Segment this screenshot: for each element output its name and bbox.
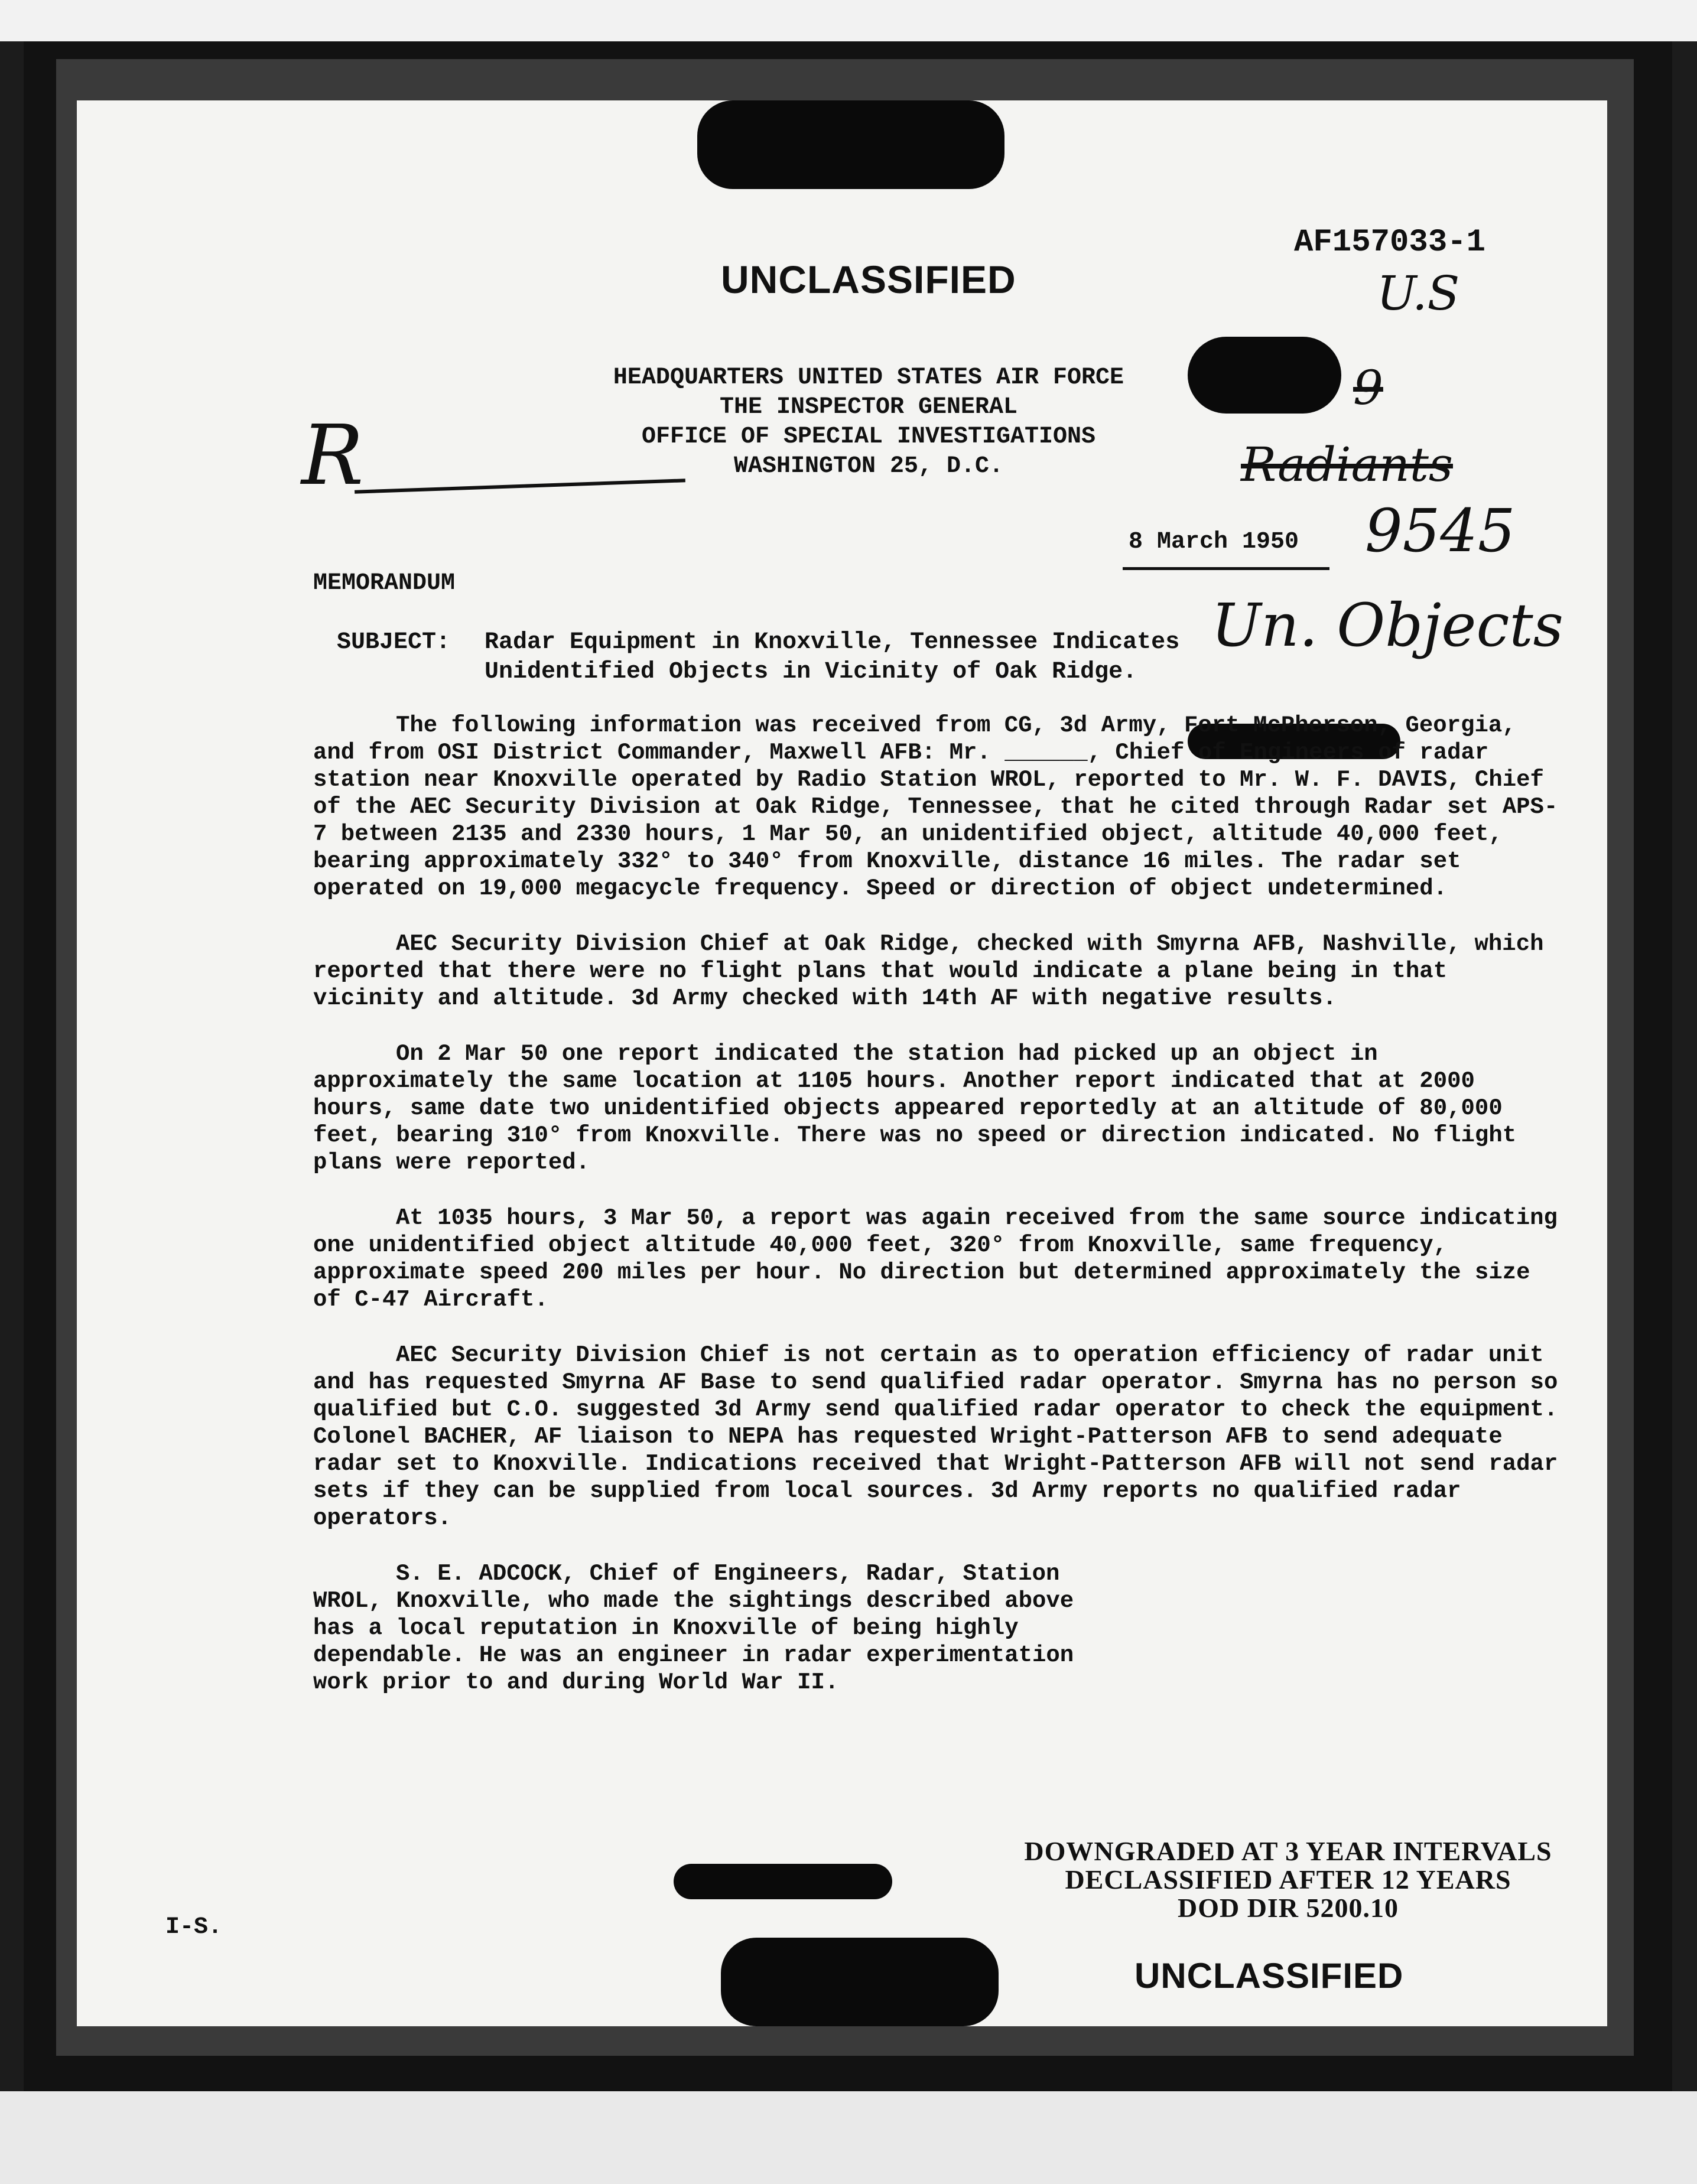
subject-label: SUBJECT: bbox=[337, 629, 451, 656]
date-underline bbox=[1123, 567, 1329, 570]
paragraph-6: S. E. ADCOCK, Chief of Engineers, Radar, Station WROL, Knoxville, who made the sightings described above has a local reputation in Knoxville of being highly dependable. He was an engineer in radar experimentation work prior to and during World War II. bbox=[313, 1561, 1074, 1695]
document-page bbox=[77, 100, 1607, 2026]
downgrade-line-2: DECLASSIFIED AFTER 12 YEARS bbox=[1065, 1864, 1511, 1895]
subject-line-1: Radar Equipment in Knoxville, Tennessee Indicates bbox=[485, 629, 1180, 656]
handwritten-struck-number: 9 bbox=[1353, 360, 1383, 415]
ink-scribble bbox=[1188, 337, 1341, 414]
handwritten-initial: R bbox=[301, 408, 364, 504]
letterhead-line-2: THE INSPECTOR GENERAL bbox=[719, 394, 1018, 421]
subject-line-2: Unidentified Objects in Vicinity of Oak Ridge. bbox=[485, 659, 1137, 685]
document-number: AF157033-1 bbox=[1294, 224, 1486, 261]
letterhead-line-3: OFFICE OF SPECIAL INVESTIGATIONS bbox=[641, 424, 1096, 450]
downgrade-line-1: DOWNGRADED AT 3 YEAR INTERVALS bbox=[1024, 1836, 1552, 1866]
bottom-left-mark: I-S. bbox=[165, 1914, 223, 1941]
memo-body bbox=[313, 712, 1560, 1724]
classification-bottom: UNCLASSIFIED bbox=[1134, 1956, 1404, 1996]
handwritten-us: U.S bbox=[1377, 266, 1460, 321]
handwritten-subject-note: Un. Objects bbox=[1211, 591, 1563, 660]
paragraph-4: At 1035 hours, 3 Mar 50, a report was again received from the same source indicating one unidentified object altitude 40,000 feet, 320° from Knoxville, same frequency, approximate speed 200 miles per hour. No direction but determined approximately the size of C-47 Aircraft. bbox=[313, 1205, 1558, 1313]
letterhead-line-4: WASHINGTON 25, D.C. bbox=[733, 453, 1004, 480]
scan-margin-top bbox=[0, 0, 1697, 41]
paragraph-1: The following information was received from CG, 3d Army, Fort McPherson, Georgia, and from OSI District Commander, Maxwell AFB: Mr. ______, Chief of Engineers of radar station near Knoxville operated by Radio Station WROL, reported to Mr. W. F. DAVIS, Chief of the AEC Security Division at Oak Ridge, Tennessee, that he cited through Radar set APS-7 between 2135 and 2330 hours, 1 Mar 50, an unidentified object, altitude 40,000 feet, bearing approximately 332° to 340° from Knoxville, distance 16 miles. The radar set operated on 19,000 megacycle frequency. Speed or direction of object undetermined. bbox=[313, 712, 1558, 901]
classification-top: UNCLASSIFIED bbox=[721, 258, 1016, 301]
letterhead bbox=[561, 363, 1176, 481]
redaction-bottom-1 bbox=[674, 1864, 892, 1899]
redaction-top bbox=[697, 100, 1004, 189]
paragraph-3: On 2 Mar 50 one report indicated the station had picked up an object in approximately the same location at 1105 hours. Another report indicated that at 2000 hours, same date two unidentified objects appeared reportedly at an altitude of 80,000 feet, bearing 310° from Knoxville. There was no speed or direction indicated. No flight plans were reported. bbox=[313, 1041, 1517, 1176]
paragraph-5: AEC Security Division Chief is not certain as to operation efficiency of radar unit and has requested Smyrna AF Base to send qualified radar operator. Smyrna has no person so qualified but C.O. suggested 3d Army send qualified radar operator to check the equipment. Colonel BACHER, AF liaison to NEPA has requested Wright-Patterson AFB to send adequate radar set to Knoxville. Indications received that Wright-Patterson AFB will not send radar sets if they can be supplied from local sources. 3d Army reports no qualified radar operators. bbox=[313, 1342, 1558, 1531]
memo-date: 8 March 1950 bbox=[1129, 529, 1299, 555]
redaction-bottom-2 bbox=[721, 1938, 999, 2026]
downgrade-stamp bbox=[993, 1837, 1584, 1922]
scan-margin-bottom bbox=[0, 2091, 1697, 2184]
letterhead-line-1: HEADQUARTERS UNITED STATES AIR FORCE bbox=[613, 364, 1124, 391]
handwritten-struck-note: Radiants bbox=[1241, 437, 1453, 492]
handwritten-serial: 9545 bbox=[1365, 496, 1516, 565]
downgrade-line-3: DOD DIR 5200.10 bbox=[1177, 1893, 1399, 1923]
memo-label: MEMORANDUM bbox=[313, 570, 456, 597]
paragraph-2: AEC Security Division Chief at Oak Ridge, checked with Smyrna AFB, Nashville, which reported that there were no flight plans that would indicate a plane being in that vicinity and altitude. 3d Army checked with 14th AF with negative results. bbox=[313, 931, 1544, 1011]
